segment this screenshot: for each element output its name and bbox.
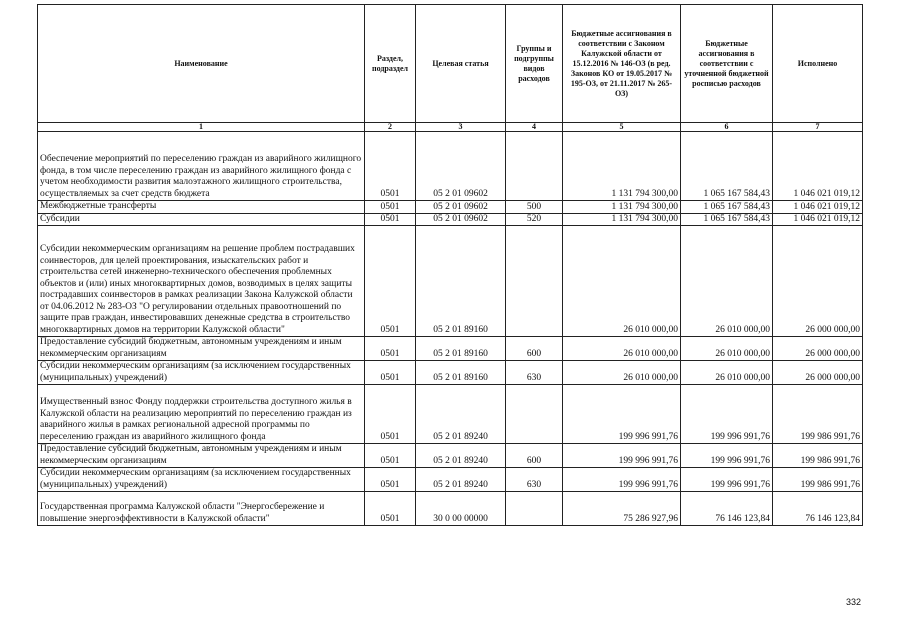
row-name: Субсидии <box>38 213 365 226</box>
column-number: 7 <box>773 123 863 132</box>
row-group: 520 <box>506 213 563 226</box>
row-law-amount: 1 131 794 300,00 <box>563 132 681 201</box>
table-row <box>38 444 863 468</box>
row-section: 0501 <box>365 468 416 492</box>
column-number: 5 <box>563 123 681 132</box>
header-law-allocation: Бюджетные ассигнования в соответствии с Законом Калужской области от 15.12.2016 № 146-ОЗ (в ред. Законов КО от 19.05.2017 № 195-ОЗ, от 21.11.2017 № 265-ОЗ) <box>563 5 681 123</box>
row-group: 500 <box>506 201 563 214</box>
header-name: Наименование <box>38 5 365 123</box>
row-refined-amount: 26 010 000,00 <box>681 361 773 385</box>
row-name: Межбюджетные трансферты <box>38 201 365 214</box>
row-executed-amount: 76 146 123,84 <box>773 492 863 526</box>
page-number: 332 <box>846 597 862 607</box>
row-executed-amount: 26 000 000,00 <box>773 226 863 337</box>
row-target: 05 2 01 09602 <box>416 132 506 201</box>
row-group <box>506 132 563 201</box>
table-row <box>38 132 863 201</box>
row-law-amount: 26 010 000,00 <box>563 337 681 361</box>
row-group <box>506 492 563 526</box>
row-refined-amount: 1 065 167 584,43 <box>681 213 773 226</box>
row-name: Субсидии некоммерческим организациям на решение проблем пострадавших соинвесторов, для целей проектирования, изыскательских работ и строительства сетей инженерно-технического обеспечения проблемных объектов и (или) иных многоквартирных домов, возводимых в целях защиты пострадавших соинвесторов в рамках реализации Закона Калужской области от 04.06.2012 № 283-ОЗ "О регулировании отдельных правоотношений по защите прав граждан, инвестировавших денежные средства в строительство многоквартирных домов на территории Калужской области" <box>38 226 365 337</box>
row-target: 05 2 01 89240 <box>416 468 506 492</box>
column-number: 2 <box>365 123 416 132</box>
column-number: 1 <box>38 123 365 132</box>
row-refined-amount: 1 065 167 584,43 <box>681 132 773 201</box>
header-executed: Исполнено <box>773 5 863 123</box>
row-section: 0501 <box>365 385 416 444</box>
row-refined-amount: 199 996 991,76 <box>681 444 773 468</box>
budget-sheet <box>37 4 862 526</box>
row-section: 0501 <box>365 361 416 385</box>
row-name: Имущественный взнос Фонду поддержки строительства доступного жилья в Калужской области на реализацию мероприятий по переселению граждан из аварийного жилья в рамках региональной адресной программы по переселению граждан из аварийного жилищного фонда <box>38 385 365 444</box>
row-refined-amount: 76 146 123,84 <box>681 492 773 526</box>
row-executed-amount: 199 986 991,76 <box>773 444 863 468</box>
column-number: 6 <box>681 123 773 132</box>
column-number-row <box>38 123 863 132</box>
table-row <box>38 468 863 492</box>
row-group: 600 <box>506 444 563 468</box>
row-target: 05 2 01 09602 <box>416 201 506 214</box>
table-row <box>38 226 863 337</box>
row-section: 0501 <box>365 132 416 201</box>
row-refined-amount: 199 996 991,76 <box>681 468 773 492</box>
row-section: 0501 <box>365 337 416 361</box>
row-law-amount: 199 996 991,76 <box>563 468 681 492</box>
row-target: 05 2 01 89240 <box>416 444 506 468</box>
row-executed-amount: 1 046 021 019,12 <box>773 132 863 201</box>
row-name: Обеспечение мероприятий по переселению граждан из аварийного жилищного фонда, в том числе переселению граждан из аварийного жилищного фонда с учетом необходимости развития малоэтажного жилищного строительства, осуществляемых за счет средств бюджета <box>38 132 365 201</box>
row-target: 05 2 01 89160 <box>416 226 506 337</box>
table-row <box>38 492 863 526</box>
row-group: 630 <box>506 468 563 492</box>
row-group <box>506 385 563 444</box>
row-name: Предоставление субсидий бюджетным, автономным учреждениям и иным некоммерческим организациям <box>38 337 365 361</box>
row-executed-amount: 26 000 000,00 <box>773 361 863 385</box>
row-refined-amount: 26 010 000,00 <box>681 226 773 337</box>
row-name: Предоставление субсидий бюджетным, автономным учреждениям и иным некоммерческим организациям <box>38 444 365 468</box>
row-law-amount: 199 996 991,76 <box>563 385 681 444</box>
row-section: 0501 <box>365 226 416 337</box>
table-row <box>38 361 863 385</box>
row-group: 600 <box>506 337 563 361</box>
row-law-amount: 1 131 794 300,00 <box>563 213 681 226</box>
row-law-amount: 199 996 991,76 <box>563 444 681 468</box>
row-section: 0501 <box>365 444 416 468</box>
row-section: 0501 <box>365 213 416 226</box>
row-executed-amount: 1 046 021 019,12 <box>773 201 863 214</box>
row-executed-amount: 199 986 991,76 <box>773 468 863 492</box>
row-group: 630 <box>506 361 563 385</box>
row-target: 30 0 00 00000 <box>416 492 506 526</box>
table-row <box>38 201 863 214</box>
table-row <box>38 385 863 444</box>
header-groups: Группы и подгруппы видов расходов <box>506 5 563 123</box>
row-executed-amount: 26 000 000,00 <box>773 337 863 361</box>
row-law-amount: 1 131 794 300,00 <box>563 201 681 214</box>
row-law-amount: 26 010 000,00 <box>563 361 681 385</box>
header-row <box>38 5 863 123</box>
row-target: 05 2 01 89160 <box>416 337 506 361</box>
row-name: Государственная программа Калужской области "Энергосбережение и повышение энергоэффективности в Калужской области" <box>38 492 365 526</box>
row-section: 0501 <box>365 201 416 214</box>
header-section: Раздел, подраздел <box>365 5 416 123</box>
row-executed-amount: 199 986 991,76 <box>773 385 863 444</box>
row-target: 05 2 01 89160 <box>416 361 506 385</box>
row-section: 0501 <box>365 492 416 526</box>
header-target: Целевая статья <box>416 5 506 123</box>
row-target: 05 2 01 09602 <box>416 213 506 226</box>
row-refined-amount: 1 065 167 584,43 <box>681 201 773 214</box>
row-refined-amount: 199 996 991,76 <box>681 385 773 444</box>
row-name: Субсидии некоммерческим организациям (за исключением государственных (муниципальных) учреждений) <box>38 468 365 492</box>
row-law-amount: 75 286 927,96 <box>563 492 681 526</box>
header-refined-allocation: Бюджетные ассигнования в соответствии с уточненной бюджетной росписью расходов <box>681 5 773 123</box>
table-row <box>38 337 863 361</box>
column-number: 4 <box>506 123 563 132</box>
row-refined-amount: 26 010 000,00 <box>681 337 773 361</box>
budget-table <box>37 4 863 526</box>
row-group <box>506 226 563 337</box>
row-law-amount: 26 010 000,00 <box>563 226 681 337</box>
column-number: 3 <box>416 123 506 132</box>
table-row <box>38 213 863 226</box>
row-target: 05 2 01 89240 <box>416 385 506 444</box>
row-name: Субсидии некоммерческим организациям (за исключением государственных (муниципальных) учреждений) <box>38 361 365 385</box>
row-executed-amount: 1 046 021 019,12 <box>773 213 863 226</box>
